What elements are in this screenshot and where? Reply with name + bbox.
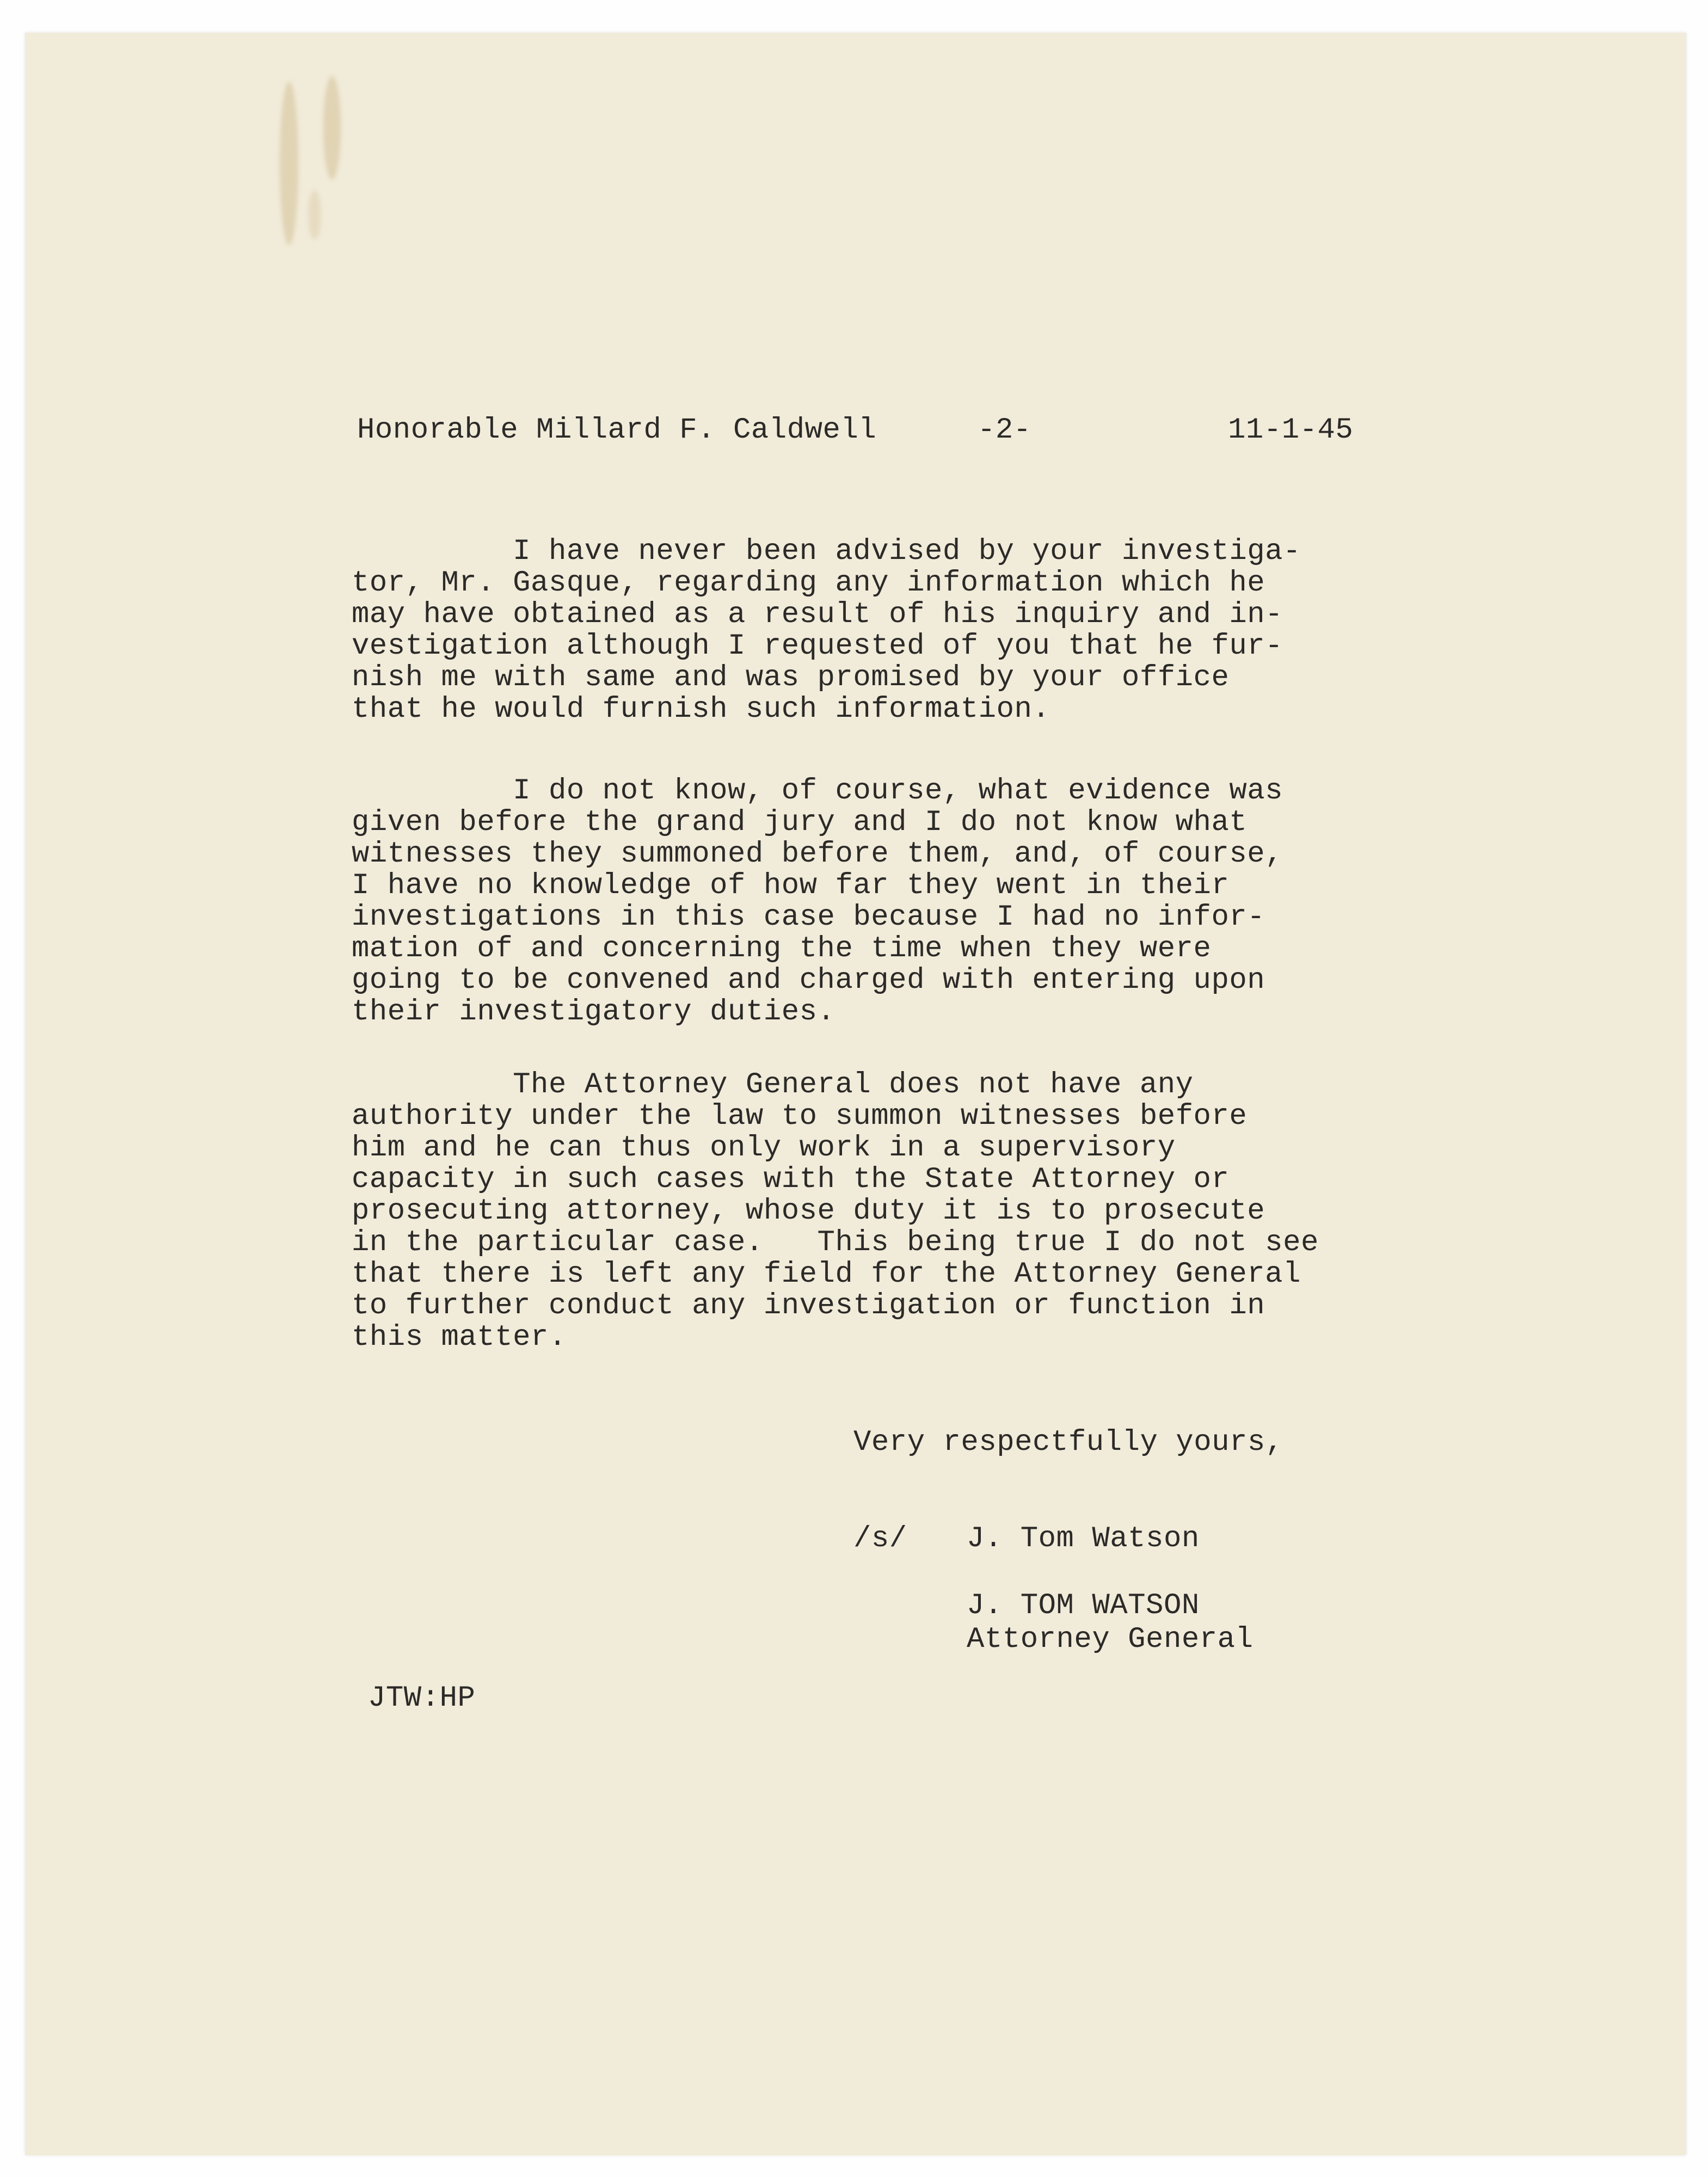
text-line: may have obtained as a result of his inquiry and in-	[352, 598, 1283, 631]
text-line: tor, Mr. Gasque, regarding any information which he	[352, 567, 1265, 600]
paragraph-1	[352, 536, 1429, 725]
paper-stain	[280, 82, 298, 245]
page-number: -2-	[978, 414, 1031, 447]
text-line: their investigatory duties.	[352, 995, 835, 1029]
text-line: going to be convened and charged with entering upon	[352, 964, 1265, 997]
text-line: I have no knowledge of how far they went in their	[352, 869, 1230, 902]
text-line: vestigation although I requested of you that he fur-	[352, 630, 1283, 663]
text-line: mation of and concerning the time when they were	[352, 932, 1212, 965]
paragraph-2	[352, 776, 1429, 1028]
letter-header	[357, 414, 1391, 463]
text-line: I have never been advised by your investiga-	[352, 535, 1301, 568]
text-line: given before the grand jury and I do not know what	[352, 806, 1248, 839]
reference-initials: JTW:HP	[368, 1682, 476, 1715]
complimentary-close: Very respectfully yours,	[853, 1426, 1283, 1459]
text-line: investigations in this case because I had no infor-	[352, 901, 1265, 934]
signature-mark: /s/	[853, 1522, 907, 1555]
paper-stain	[308, 190, 321, 239]
addressee: Honorable Millard F. Caldwell	[357, 414, 877, 447]
signer-title: Attorney General	[967, 1623, 1254, 1656]
paragraph-3	[352, 1069, 1429, 1354]
text-line: authority under the law to summon witnesses before	[352, 1100, 1248, 1133]
text-line: prosecuting attorney, whose duty it is to prosecute	[352, 1195, 1265, 1228]
text-line: in the particular case. This being true I do not see	[352, 1226, 1319, 1259]
paper-stain	[323, 76, 341, 180]
signature-name: J. Tom Watson	[967, 1522, 1200, 1555]
text-line: that he would furnish such information.	[352, 693, 1050, 726]
text-line: that there is left any field for the Attorney General	[352, 1258, 1301, 1291]
text-line: witnesses they summoned before them, and, of course,	[352, 838, 1283, 871]
text-line: him and he can thus only work in a supervisory	[352, 1131, 1176, 1165]
text-line: this matter.	[352, 1321, 567, 1354]
text-line: capacity in such cases with the State Attorney or	[352, 1163, 1230, 1196]
letter-page	[25, 33, 1686, 2155]
signer-name: J. TOM WATSON	[967, 1589, 1200, 1622]
text-line: The Attorney General does not have any	[352, 1068, 1194, 1102]
letter-date: 11-1-45	[1228, 414, 1354, 447]
text-line: nish me with same and was promised by your office	[352, 661, 1230, 694]
text-line: I do not know, of course, what evidence was	[352, 774, 1283, 808]
text-line: to further conduct any investigation or function in	[352, 1289, 1265, 1323]
